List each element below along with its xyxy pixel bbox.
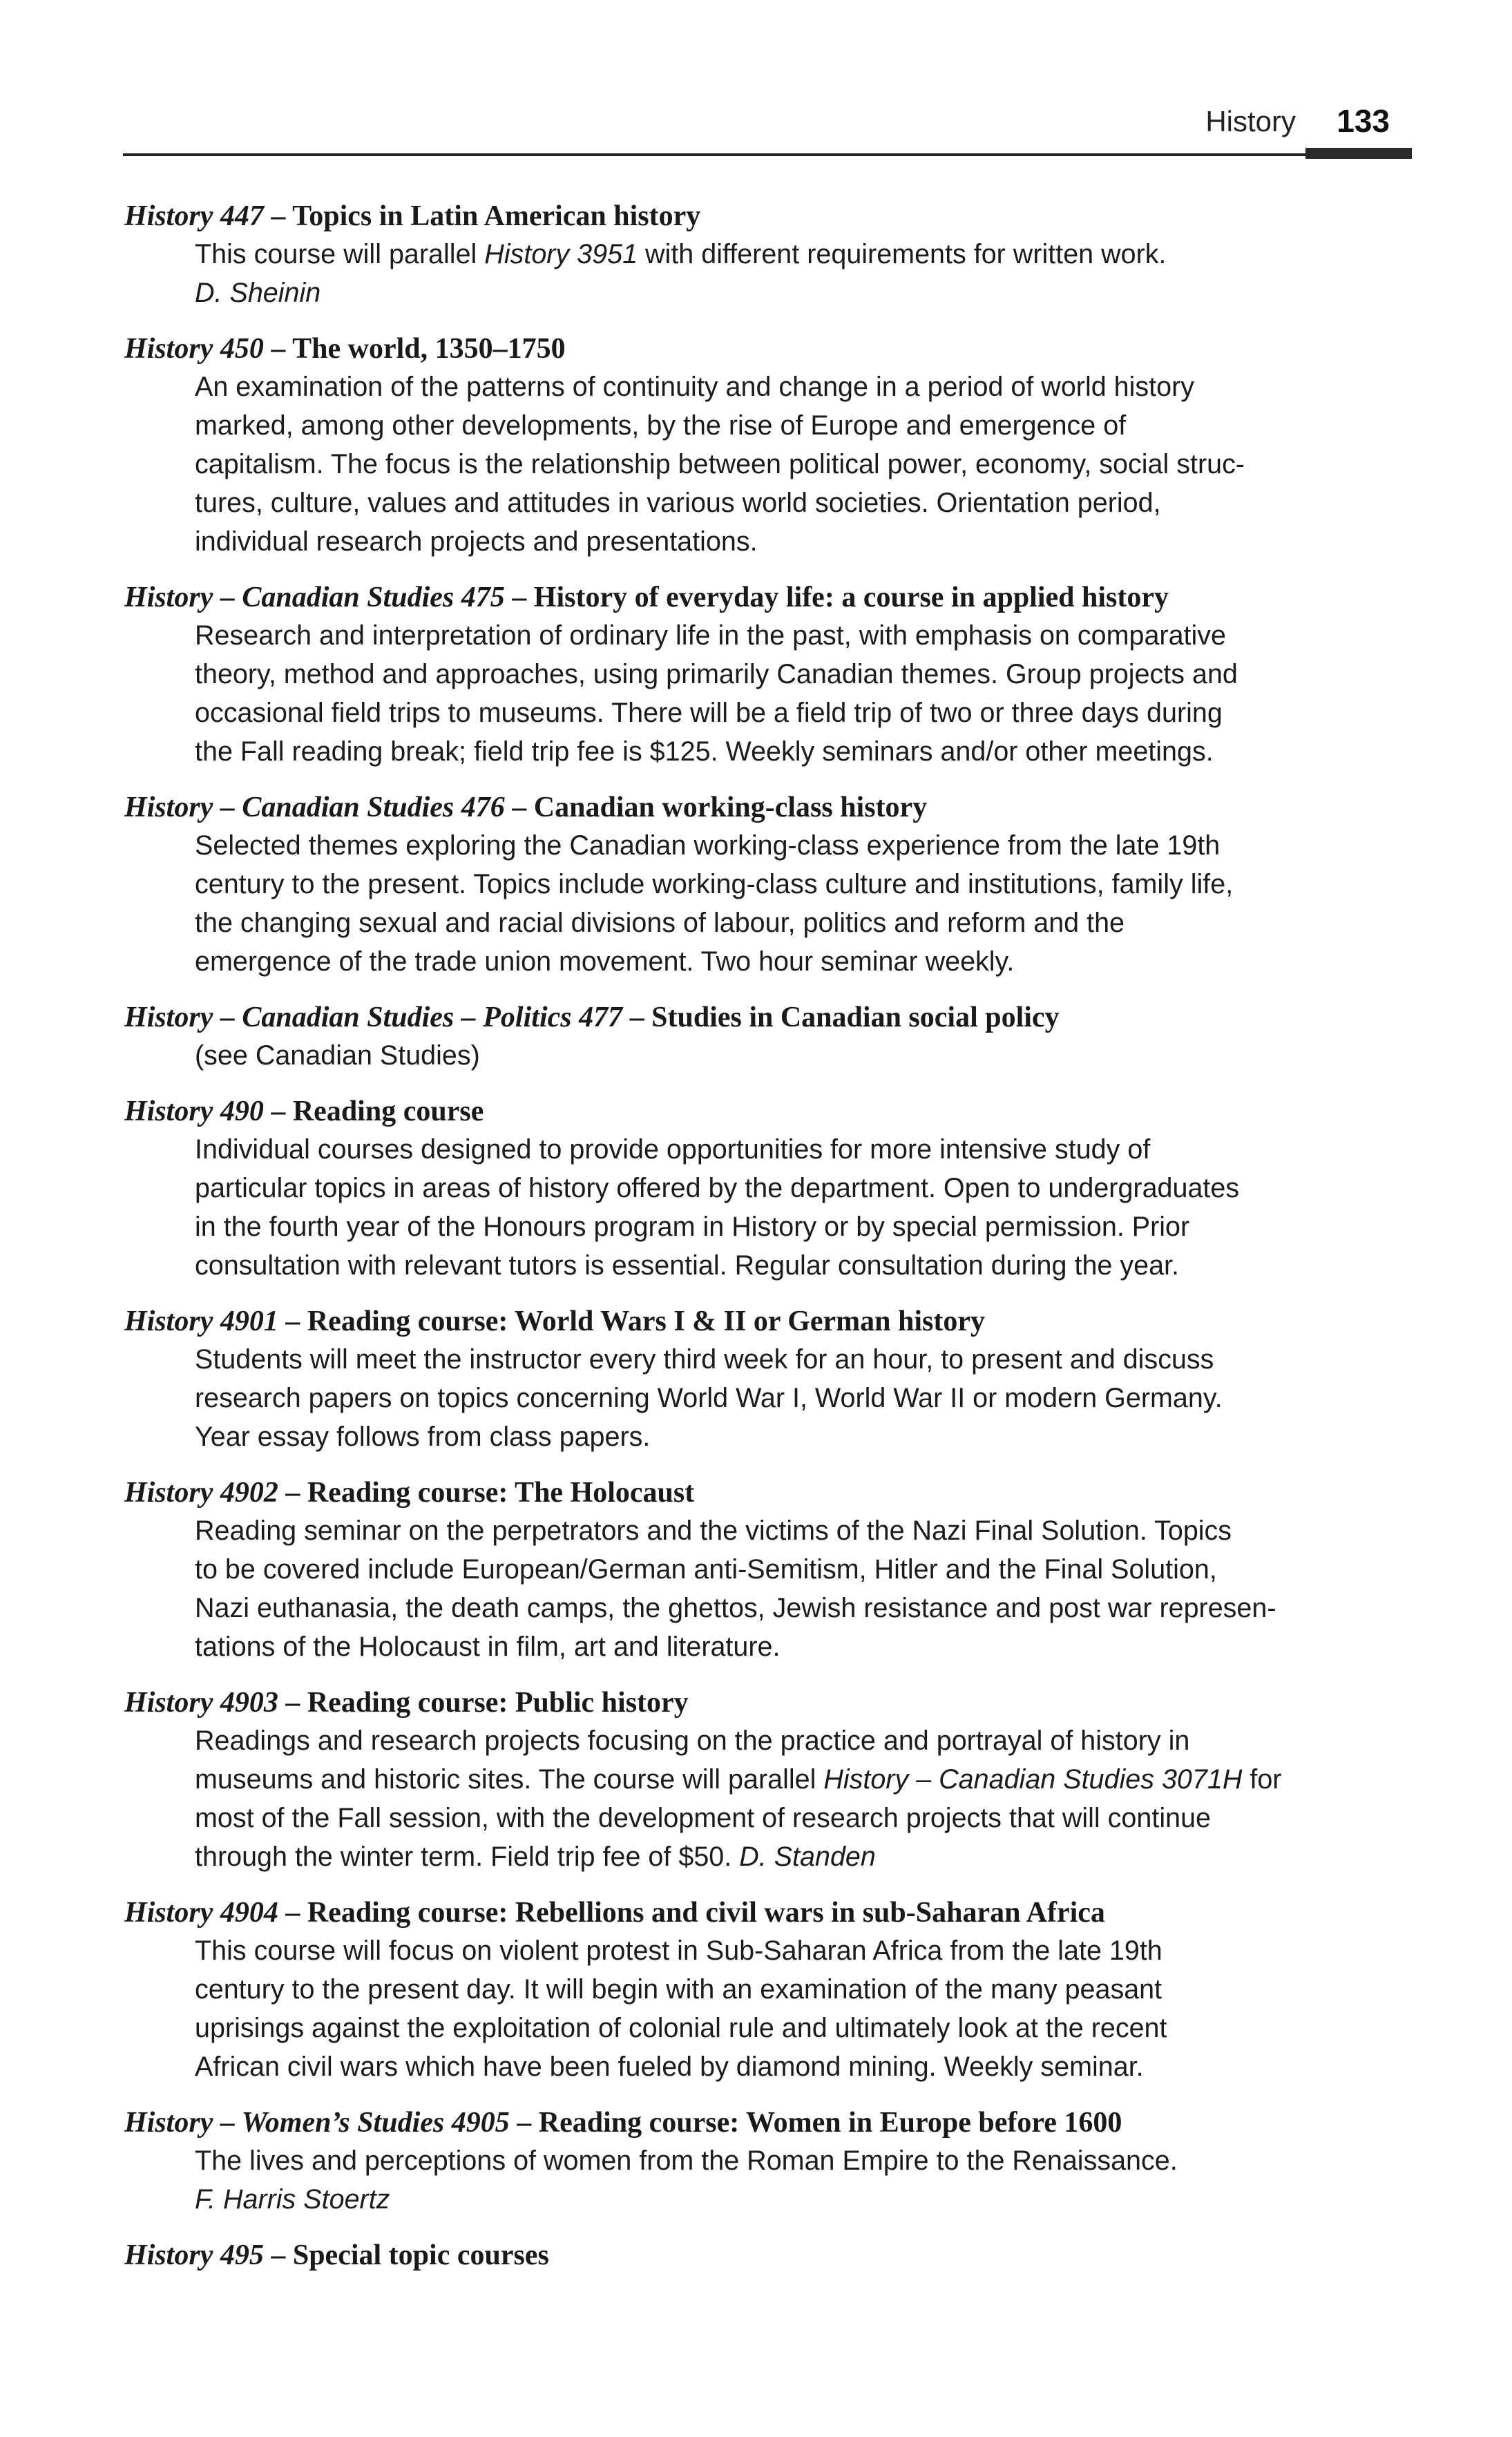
title-separator: – (504, 582, 534, 613)
description-text: for most of the Fall session, with the development of research projects that will continue through the winter term. Field trip fee of $50. (195, 1764, 1282, 1872)
title-separator: – (263, 2239, 293, 2271)
course-code: History 450 (124, 333, 264, 365)
header-rule-accent (1305, 148, 1412, 159)
course-name: Reading course: The Holocaust (307, 1477, 695, 1509)
title-separator: – (263, 1096, 293, 1127)
course-title (124, 1303, 1402, 1340)
course-code: History 4902 (124, 1477, 278, 1509)
course-name: Studies in Canadian social policy (651, 1002, 1060, 1033)
course-code: History – Women’s Studies 4905 (124, 2107, 510, 2139)
description-text: Students will meet the instructor every third week for an hour, to present and discuss research papers on topics concerning World War I, World War II or modern Germany. Year essay follows from class papers. (195, 1344, 1223, 1452)
course-description (195, 1036, 1402, 1075)
course-description (195, 235, 1402, 274)
course-entry (124, 999, 1402, 1075)
description-text: Research and interpretation of ordinary life in the past, with emphasis on comparative theory, method and approaches, using primarily Canadian themes. Group projects and occasional field trips to museums. There will be a field trip of two or three days during the Fall reading break; field trip fee is $125. Weekly seminars and/or other meetings. (195, 620, 1238, 767)
description-text: This course will parallel (195, 239, 485, 269)
course-name: Special topic courses (292, 2239, 549, 2271)
course-description (195, 367, 1402, 561)
title-separator: – (263, 200, 293, 232)
course-name: Reading course: World Wars I & II or German history (307, 1306, 986, 1337)
description-text: Individual courses designed to provide opportunities for more intensive study of particular topics in areas of history offered by the department. Open to undergraduates in the fourth year of the Honours program in History or by special permission. Prior consultation with relevant tutors is essential. Regular consultation during the year. (195, 1134, 1240, 1281)
running-header (123, 102, 1412, 144)
course-entry (124, 579, 1402, 771)
course-title (124, 198, 1402, 235)
course-entry (124, 1474, 1402, 1666)
course-description (195, 616, 1402, 771)
course-entry (124, 1894, 1402, 2086)
course-code: History 4903 (124, 1687, 278, 1719)
course-name: Reading course: Rebellions and civil wars in sub-Saharan Africa (307, 1897, 1105, 1929)
course-name: Reading course: Public history (307, 1687, 689, 1719)
title-separator: – (509, 2107, 539, 2139)
course-description (195, 1340, 1402, 1456)
description-text: An examination of the patterns of continuity and change in a period of world history marked, among other developments, by the rise of Europe and emergence of capitalism. The focus is the relationship between political power, economy, social struc- tures, culture, values and attitudes in various world societies. Orientation period, individual research projects and presentations. (195, 372, 1245, 557)
description-text: This course will focus on violent protest in Sub-Saharan Africa from the late 19th century to the present day. It will begin with an examination of the many peasant uprisings against the exploitation of colonial rule and ultimately look at the recent African civil wars which have been fueled by diamond mining. Weekly seminar. (195, 1936, 1167, 2082)
section-title: History (1205, 105, 1296, 137)
title-separator: – (263, 333, 293, 365)
course-title (124, 1474, 1402, 1511)
course-name: History of everyday life: a course in applied history (533, 582, 1169, 613)
course-description (195, 1931, 1402, 2086)
description-text: Reading seminar on the perpetrators and the victims of the Nazi Final Solution. Topics to be covered include European/German anti-Semitism, Hitler and the Final Solution, Nazi euthanasia, the death camps, the ghettos, Jewish resistance and post war represen- tations of the Holocaust in film, art and literature. (195, 1516, 1276, 1662)
description-text: with different requirements for written work. (638, 239, 1167, 269)
course-name: Reading course: Women in Europe before 1600 (538, 2107, 1122, 2139)
course-title (124, 330, 1402, 367)
page-number: 133 (1337, 103, 1390, 139)
instructor-name: F. Harris Stoertz (195, 2184, 390, 2215)
course-code: History 490 (124, 1096, 264, 1127)
course-entry (124, 1093, 1402, 1285)
course-code: History 4904 (124, 1897, 278, 1929)
title-separator: – (278, 1687, 307, 1719)
course-description (195, 1721, 1402, 1876)
course-title (124, 2104, 1402, 2141)
course-entry (124, 1303, 1402, 1456)
header-rule (123, 153, 1412, 156)
course-title (124, 579, 1402, 616)
course-code: History 495 (124, 2239, 264, 2271)
course-title (124, 1684, 1402, 1721)
course-code: History – Canadian Studies 476 (124, 792, 505, 823)
title-separator: – (278, 1897, 307, 1929)
title-separator: – (622, 1002, 652, 1033)
course-description (195, 826, 1402, 981)
course-entry (124, 789, 1402, 981)
course-code: History – Canadian Studies – Politics 477 (124, 1002, 623, 1033)
course-name: The world, 1350–1750 (292, 333, 566, 365)
title-separator: – (278, 1477, 307, 1509)
course-title (124, 2237, 1402, 2274)
title-separator: – (504, 792, 534, 823)
course-entry (124, 1684, 1402, 1876)
course-name: Canadian working-class history (533, 792, 928, 823)
course-entry (124, 330, 1402, 561)
description-italic: History – Canadian Studies 3071H (823, 1764, 1243, 1795)
instructor-name: D. Sheinin (195, 278, 321, 308)
course-entry (124, 2104, 1402, 2219)
course-name: Reading course (292, 1096, 484, 1127)
title-separator: – (278, 1306, 307, 1337)
description-text: The lives and perceptions of women from the Roman Empire to the Renaissance. (195, 2145, 1178, 2176)
description-italic: History 3951 (484, 239, 638, 269)
course-code: History 4901 (124, 1306, 278, 1337)
instructor-name: D. Standen (739, 1842, 876, 1872)
course-title (124, 1093, 1402, 1130)
course-title (124, 789, 1402, 826)
course-code: History 447 (124, 200, 264, 232)
course-code: History – Canadian Studies 475 (124, 582, 505, 613)
description-text: Selected themes exploring the Canadian working-class experience from the late 19th century to the present. Topics include working-class culture and institutions, family life, the changing sexual and racial divisions of labour, politics and reform and the emergence of the trade union movement. Two hour seminar weekly. (195, 830, 1234, 977)
description-text: (see Canadian Studies) (195, 1040, 480, 1071)
course-entry (124, 2237, 1402, 2274)
course-description (195, 2141, 1402, 2180)
course-description (195, 1130, 1402, 1285)
course-list (124, 198, 1402, 2292)
course-name: Topics in Latin American history (292, 200, 701, 232)
course-entry (124, 198, 1402, 312)
course-title (124, 999, 1402, 1036)
course-description (195, 1511, 1402, 1666)
course-title (124, 1894, 1402, 1931)
description-text: Readings and research projects focusing on the practice and portrayal of history in museums and historic sites. The course will parallel (195, 1726, 1190, 1795)
